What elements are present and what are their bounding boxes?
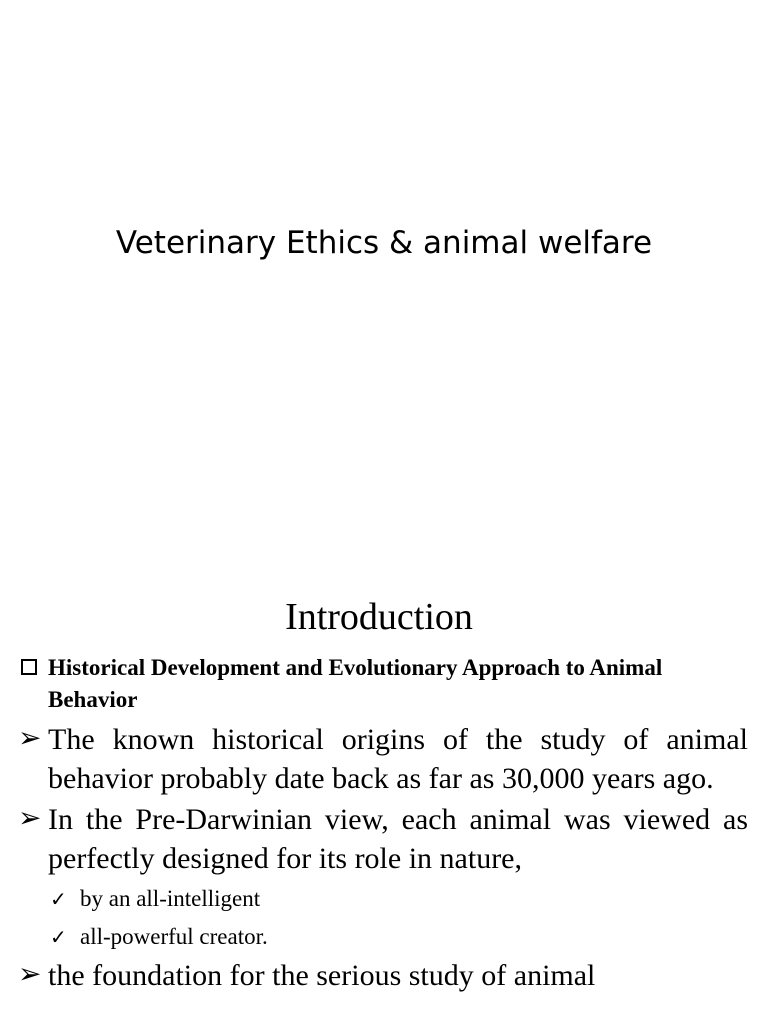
sub-bullet-point [18, 918, 748, 956]
arrow-bullet-icon: ➢ [18, 723, 42, 754]
sub-bullet-text: all-powerful creator. [80, 924, 268, 949]
bullet-text: the foundation for the serious study of animal [48, 959, 596, 992]
arrow-bullet-icon: ➢ [18, 803, 42, 834]
heading-text: Historical Development and Evolutionary Approach to Animal Behavior [48, 655, 663, 712]
sub-bullet-text: by an all-intelligent [80, 886, 261, 911]
arrow-bullet-icon: ➢ [18, 959, 42, 990]
bullet-heading [18, 652, 748, 716]
hollow-square-bullet-icon [21, 659, 37, 675]
bullet-point-cutoff [18, 956, 748, 995]
checkmark-bullet-icon: ✓ [50, 887, 67, 911]
bullet-text: In the Pre-Darwinian view, each animal was viewed as perfectly designed for its role in nature, [48, 803, 748, 875]
presentation-title: Veterinary Ethics & animal welfare [115, 225, 653, 261]
bullet-text: The known historical origins of the study of animal behavior probably date back as far as 30,000 years ago. [48, 723, 748, 795]
introduction-slide [0, 576, 768, 1024]
slide-title: Introduction [285, 596, 473, 638]
sub-bullet-point [18, 880, 748, 918]
slide-content [18, 652, 748, 997]
checkmark-bullet-icon: ✓ [50, 925, 67, 949]
bullet-point [18, 720, 748, 798]
bullet-point [18, 800, 748, 878]
